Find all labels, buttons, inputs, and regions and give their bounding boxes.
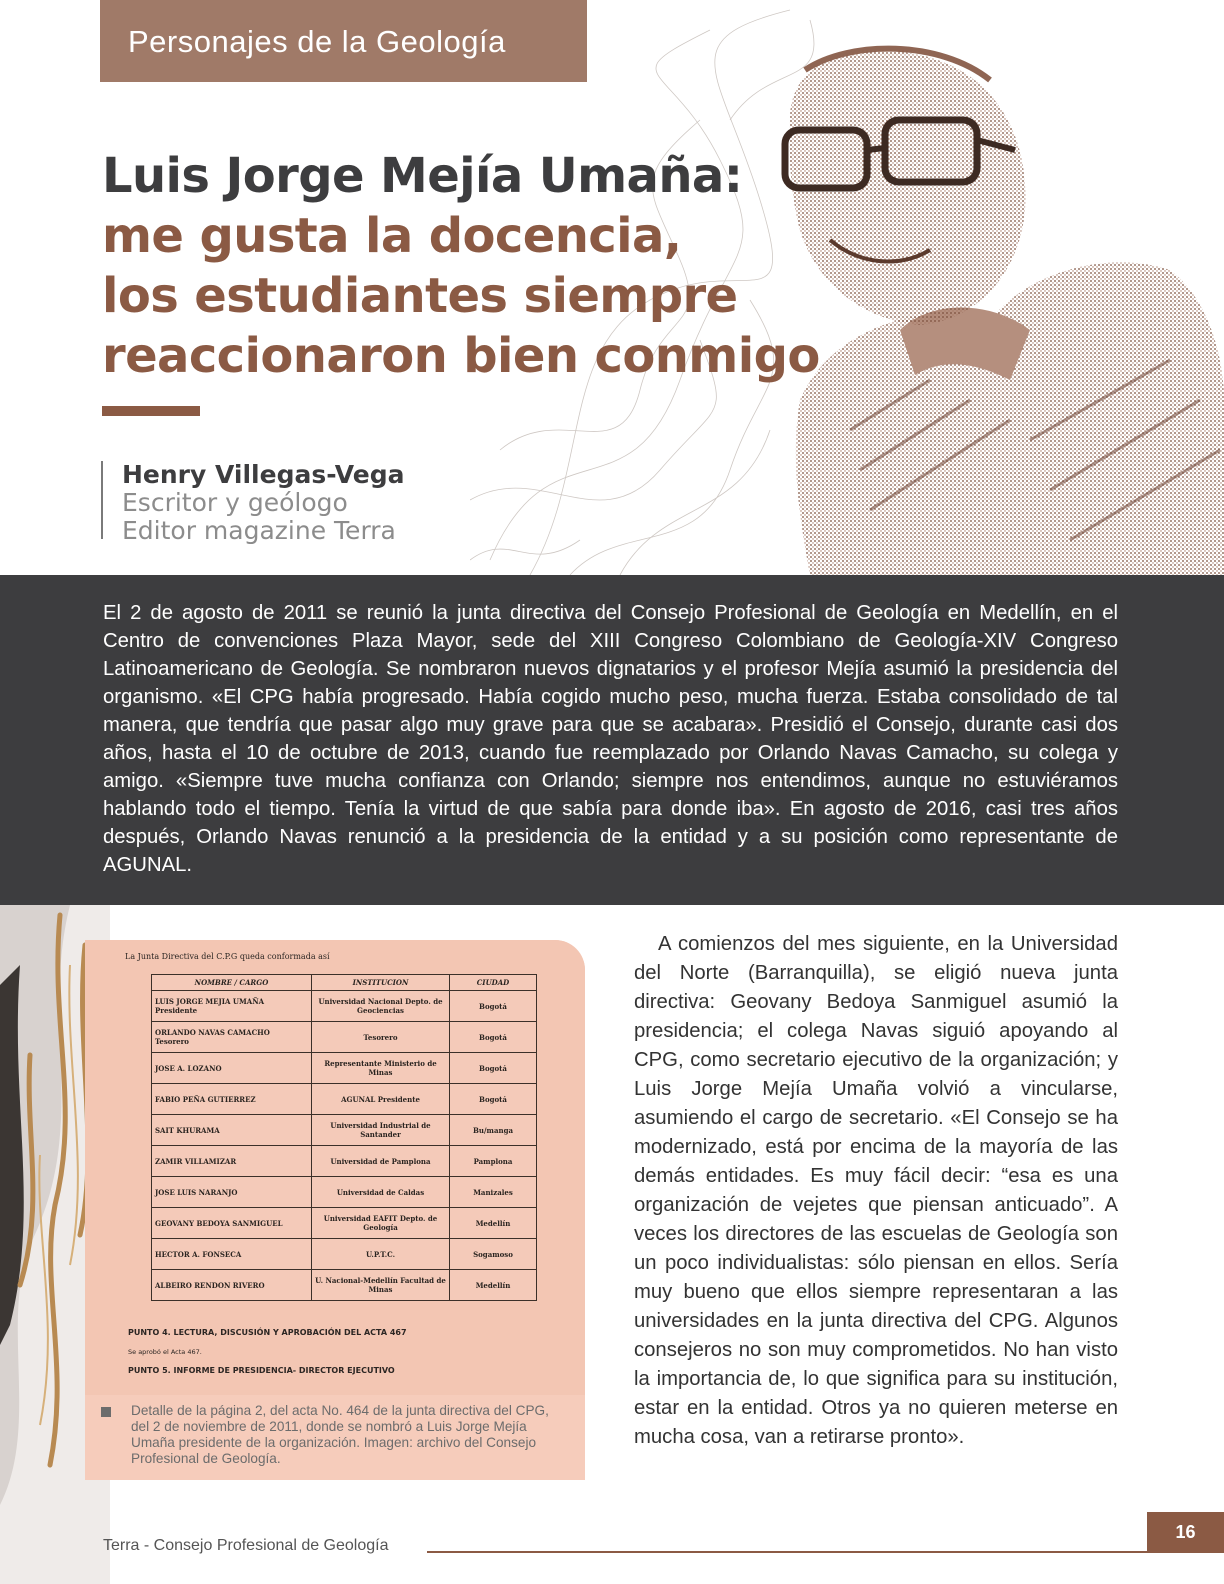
institution-cell: Universidad EAFIT Depto. de Geología xyxy=(312,1208,450,1239)
institution-cell: Tesorero xyxy=(312,1022,450,1053)
city-cell: Bogotá xyxy=(450,1053,537,1084)
member-cell: ALBEIRO RENDON RIVERO xyxy=(152,1270,312,1301)
table-row xyxy=(152,1270,537,1301)
column-header-institution: INSTITUCION xyxy=(312,975,450,991)
board-table-header xyxy=(152,975,537,991)
body-paragraph: A comienzos del mes siguiente, en la Universidad del Norte (Barranquilla), se eligió nueva junta directiva: Geovany Bedoya Sanmiguel asumió la presidencia; el colega Navas siguió apoyando al CPG, como secretario ejecutivo de la organización; y Luis Jorge Mejía Umaña volvió a vincularse, asumiendo el cargo de secretario. «El Consejo se ha modernizado, está por encima de la mayoría de las demás entidades. Es muy fácil decir: “esa es una organización de vejetes que piensan anticuado”. A veces los directores de las escuelas de Geología son un poco individualistas: sólo piensan en ellos. Sería muy bueno que ellos siempre representaran a las universidades en la junta directiva del CPG. Algunos consejeros no son muy comprometidos. No han visto la importancia de, lo que significa para su institución, estar en la entidad. Otros ya no quieren meterse en mucha cosa, van a retirarse pronto». xyxy=(634,933,1118,1448)
intro-paragraph: El 2 de agosto de 2011 se reunió la junta directiva del Consejo Profesional de Geología en Medellín, en el Centro de convenciones Plaza Mayor, sede del XIII Congreso Colombiano de Geología-XIV Congreso Latinoamericano de Geología. Se nombraron nuevos dignatarios y el profesor Mejía asumió la presidencia del organismo. «El CPG había progresado. Había cogido mucho peso, mucha fuerza. Estaba consolidado de tal manera, que tendría que pasar algo muy grave para que se acabara». Presidió el Consejo, durante casi dos años, hasta el 10 de octubre de 2013, cuando fue reemplazado por Orlando Navas Camacho, su colega y amigo. «Siempre tuve mucha confianza con Orlando; siempre nos entendimos, aunque no estuviéramos hablando todo el tiempo. Tenía la virtud de que sabía para donde iba». En agosto de 2016, casi tres años después, Orlando Navas renunció a la presidencia de la entidad y a su posición como representante de AGUNAL. xyxy=(103,602,1118,876)
member-cell: JOSE LUIS NARANJO xyxy=(152,1177,312,1208)
city-cell: Manizales xyxy=(450,1177,537,1208)
institution-cell: Universidad Nacional Depto. de Geociencias xyxy=(312,991,450,1022)
city-cell: Bu/manga xyxy=(450,1115,537,1146)
city-cell: Sogamoso xyxy=(450,1239,537,1270)
city-cell: Medellín xyxy=(450,1270,537,1301)
table-row xyxy=(152,1146,537,1177)
table-row xyxy=(152,1022,537,1053)
caption-text: Detalle de la página 2, del acta No. 464 de la junta directiva del CPG, del 2 de noviembre de 2011, donde se nombró a Luis Jorge Mejía Umaña presidente de la organización. Imagen: archivo del Consejo Profesional de Geología. xyxy=(131,1403,549,1466)
title-quote-line-2: los estudiantes siempre xyxy=(102,268,738,324)
member-cell: SAIT KHURAMA xyxy=(152,1115,312,1146)
author-name: Henry Villegas-Vega xyxy=(122,460,405,489)
table-row xyxy=(152,1053,537,1084)
table-row xyxy=(152,1208,537,1239)
footer-publication: Terra - Consejo Profesional de Geología xyxy=(103,1537,389,1554)
institution-cell: U.P.T.C. xyxy=(312,1239,450,1270)
member-cell: FABIO PEÑA GUTIERREZ xyxy=(152,1084,312,1115)
institution-cell: Universidad de Caldas xyxy=(312,1177,450,1208)
city-cell: Medellín xyxy=(450,1208,537,1239)
author-byline xyxy=(101,460,405,545)
board-table xyxy=(151,974,537,1301)
article-title xyxy=(102,146,862,386)
column-header-city: CIUDAD xyxy=(450,975,537,991)
institution-cell: U. Nacional-Medellín Facultad de Minas xyxy=(312,1270,450,1301)
table-row xyxy=(152,1239,537,1270)
column-header-name: NOMBRE / CARGO xyxy=(152,975,312,991)
city-cell: Pamplona xyxy=(450,1146,537,1177)
document-figure xyxy=(85,940,585,1480)
city-cell: Bogotá xyxy=(450,991,537,1022)
table-row xyxy=(152,1084,537,1115)
member-cell: ORLANDO NAVAS CAMACHO Tesorero xyxy=(152,1022,312,1053)
title-quote-line-1: me gusta la docencia, xyxy=(102,208,682,264)
title-divider xyxy=(102,406,200,416)
institution-cell: Representante Ministerio de Minas xyxy=(312,1053,450,1084)
table-row xyxy=(152,991,537,1022)
institution-cell: Universidad de Pamplona xyxy=(312,1146,450,1177)
member-cell: HECTOR A. FONSECA xyxy=(152,1239,312,1270)
table-row xyxy=(152,1115,537,1146)
caption-bullet-icon xyxy=(101,1407,111,1417)
member-cell: JOSE A. LOZANO xyxy=(152,1053,312,1084)
footer-rule xyxy=(427,1551,1147,1553)
page-number: 16 xyxy=(1147,1512,1224,1553)
document-note: Se aprobó el Acta 467. xyxy=(128,1348,202,1356)
title-quote-line-3: reaccionaron bien conmigo xyxy=(102,328,820,384)
member-cell: GEOVANY BEDOYA SANMIGUEL xyxy=(152,1208,312,1239)
figure-caption xyxy=(85,1395,585,1480)
member-cell: LUIS JORGE MEJIA UMAÑA Presidente xyxy=(152,991,312,1022)
document-point-5: PUNTO 5. INFORME DE PRESIDENCIA- DIRECTOR EJECUTIVO xyxy=(128,1366,395,1375)
institution-cell: AGUNAL Presidente xyxy=(312,1084,450,1115)
document-point-4: PUNTO 4. LECTURA, DISCUSIÓN Y APROBACIÓN DEL ACTA 467 xyxy=(128,1328,407,1337)
minutes-document-photo xyxy=(85,940,585,1395)
author-role-1: Escritor y geólogo xyxy=(122,488,348,517)
city-cell: Bogotá xyxy=(450,1022,537,1053)
institution-cell: Universidad Industrial de Santander xyxy=(312,1115,450,1146)
member-cell: ZAMIR VILLAMIZAR xyxy=(152,1146,312,1177)
section-tag: Personajes de la Geología xyxy=(100,0,587,82)
title-subject-name: Luis Jorge Mejía Umaña: xyxy=(102,148,743,204)
author-role-2: Editor magazine Terra xyxy=(122,516,396,545)
intro-band xyxy=(0,575,1224,905)
city-cell: Bogotá xyxy=(450,1084,537,1115)
document-heading: La Junta Directiva del C.P.G queda conformada así xyxy=(125,952,330,961)
table-row xyxy=(152,1177,537,1208)
